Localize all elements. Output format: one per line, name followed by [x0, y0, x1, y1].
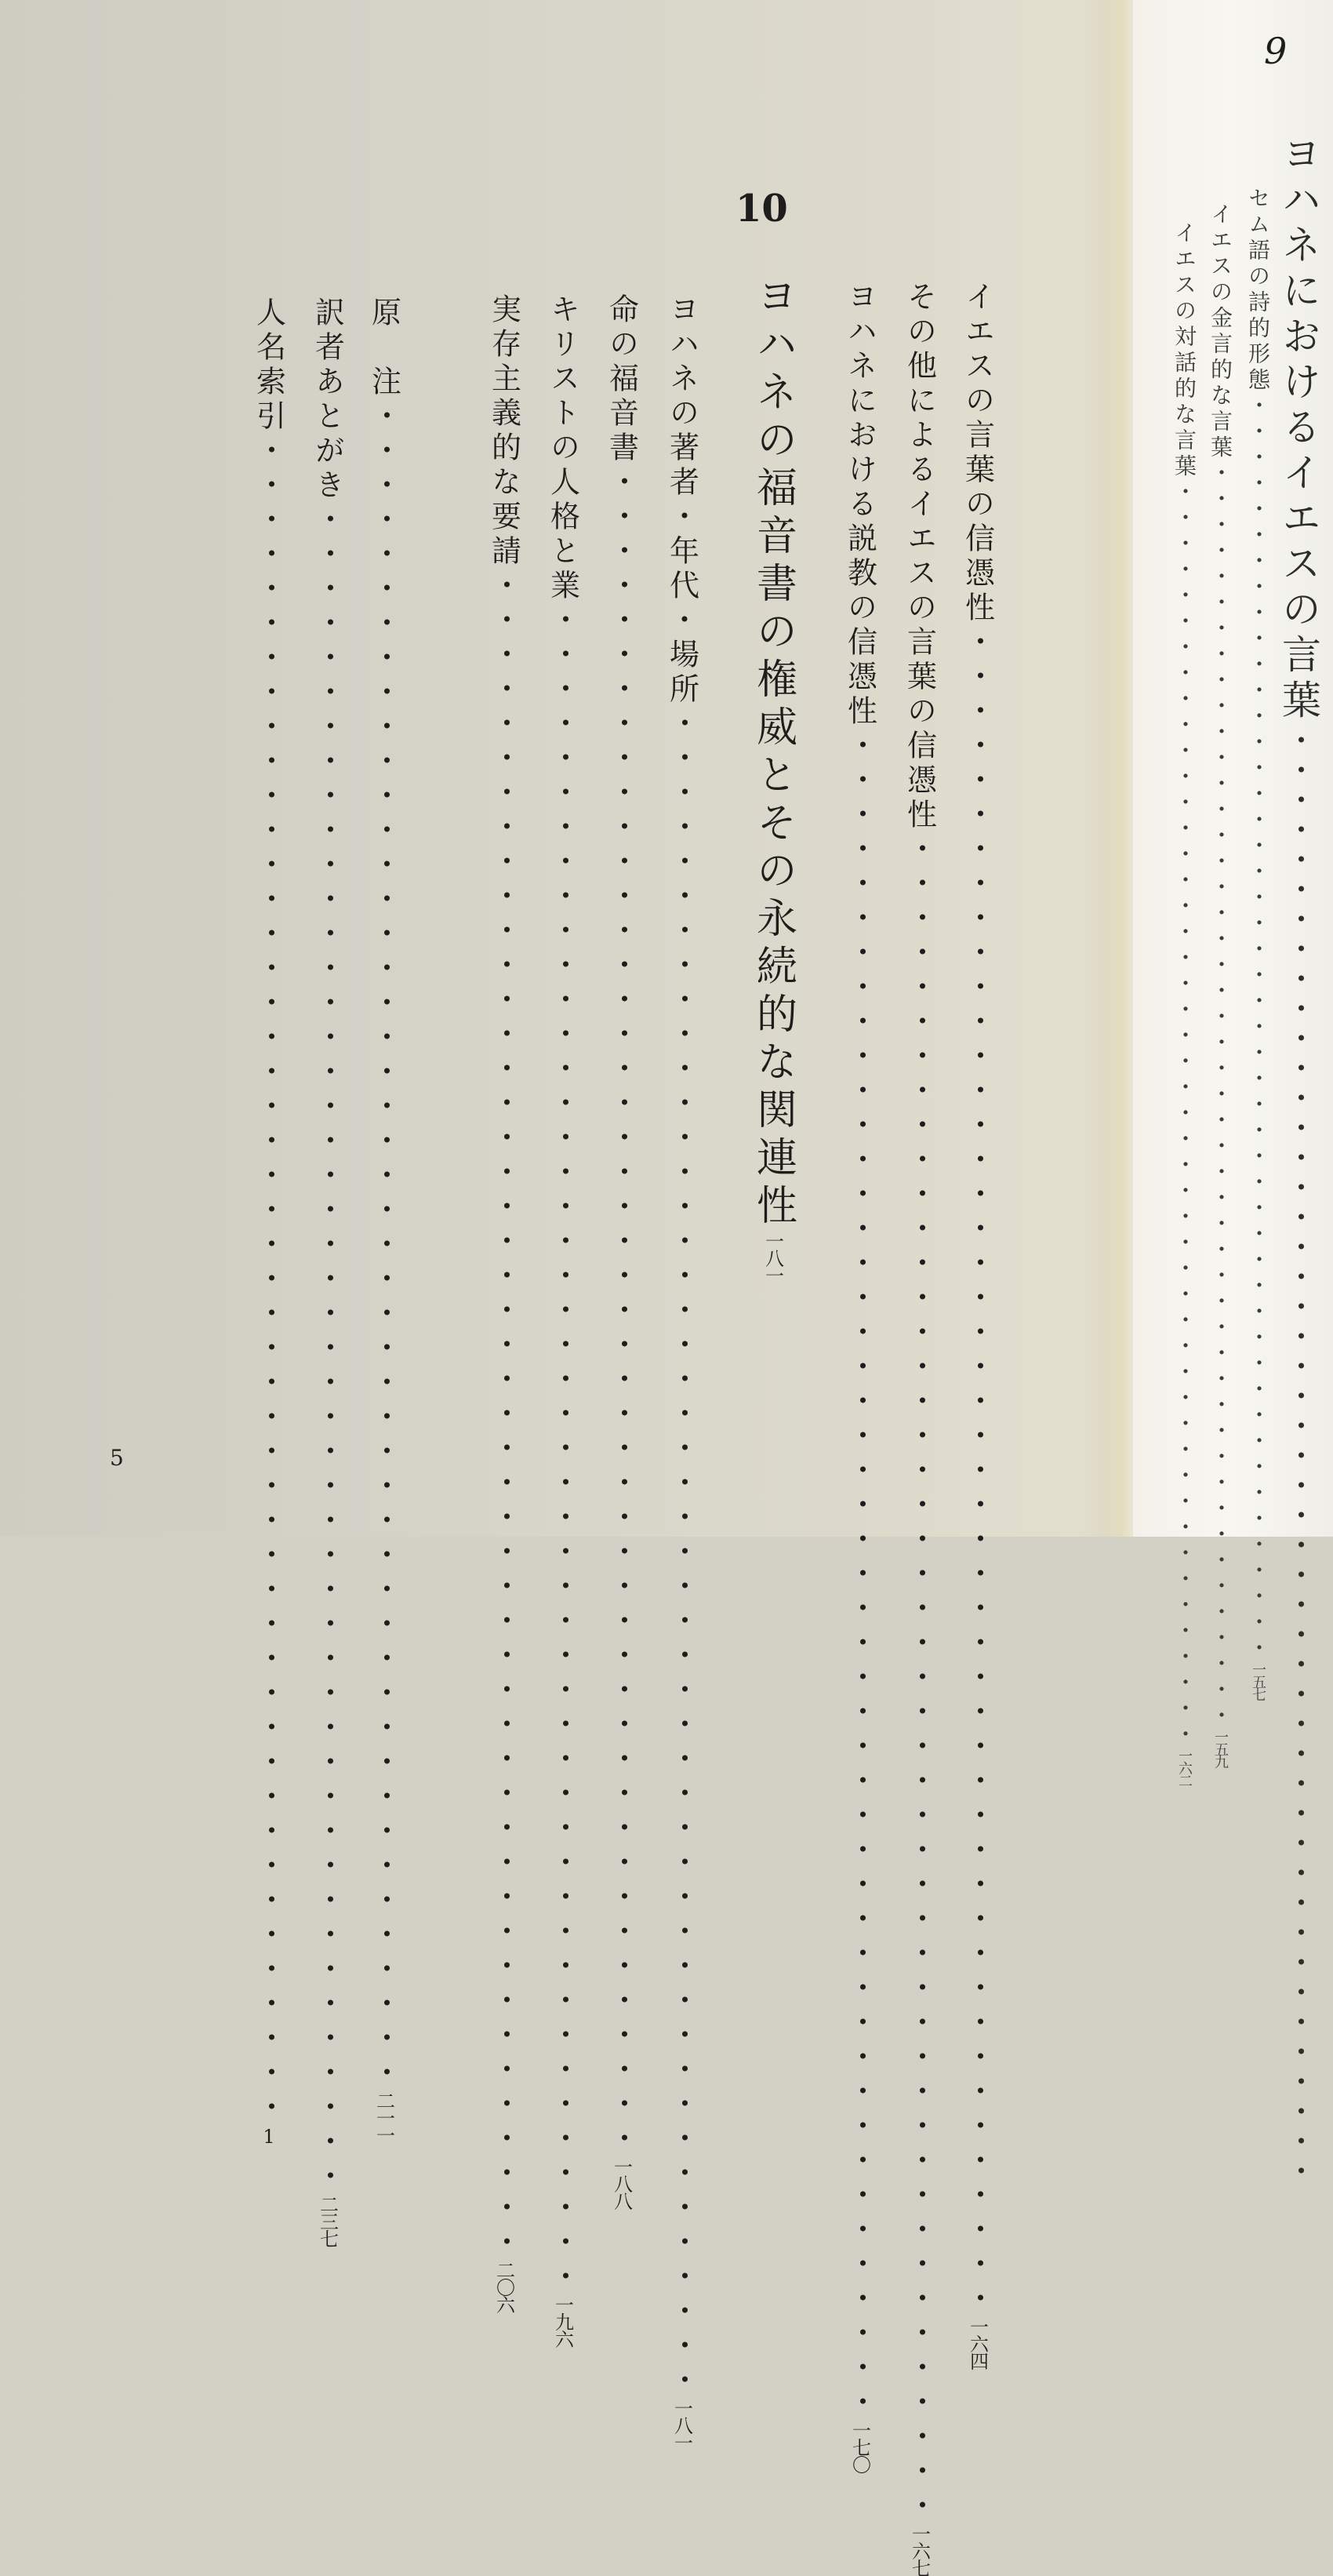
- toc-entry[interactable]: [900, 281, 939, 2576]
- toc-entry[interactable]: [1204, 202, 1236, 1767]
- dot-leader: ・・・・・・・・・・・・・・・・・・・・・・・・・・・・・・・・・・・・・・・・・・・・・・・・・: [252, 435, 286, 2126]
- dot-leader: ・・・・・・・・・・・・・・・・・・・・・・・・・・・・・・・・・・・・・・・・・・・・・・・・・: [843, 730, 877, 2421]
- chapter-number-10: 10: [736, 187, 788, 231]
- dot-leader: ・・・・・・・・・・・・・・・・・・・・・・・・・・・・・・・・・・・・・・・・・・・・・・・・・: [665, 708, 699, 2399]
- toc-entry-title: ヨハネにおける説教の信憑性: [842, 281, 877, 730]
- toc-chapter-entry[interactable]: [1273, 133, 1324, 2185]
- dot-leader: ・・・・・・・・・・・・・・・・・・・・・・・・・・・・・・・・・・・・・・・・・・・・・・・・・: [1208, 461, 1233, 1730]
- toc-chapter-entry[interactable]: [747, 275, 799, 1283]
- dot-leader: ・・・・・・・・・・・・・・・・・・・・・・・・・・・・・・・・・・・・・・・・・・・・・・・・・: [1245, 394, 1271, 1662]
- toc-entry-page: 一七〇: [848, 2421, 871, 2472]
- toc-entry-title: その他によるイエスの言葉の信憑性: [902, 281, 937, 833]
- toc-entry[interactable]: [365, 297, 404, 2143]
- dot-leader: ・・・・・・・・・・・・・・・・・・・・・・・・・・・・・・・・・・・・・・・・・・・・・・・・・: [903, 833, 937, 2524]
- toc-entry[interactable]: [308, 297, 347, 2247]
- toc-entry-title: 人名索引: [251, 297, 286, 435]
- toc-entry-page: 1: [258, 2126, 280, 2146]
- toc-entry-title: 訳者あとがき: [310, 297, 345, 504]
- dot-leader: ・・・・・・・・・・・・・・・・・・・・・・・・・・・・・・・・・・・・・・・・・・・・・・・・・: [961, 626, 995, 2317]
- toc-chapter-title: ヨハネの福音書の権威とその永続的な関連性: [749, 275, 797, 1232]
- toc-entry[interactable]: [602, 293, 641, 2209]
- toc-entry-title: セム語の詩的形態: [1245, 187, 1271, 394]
- dot-leader: ・・・・・・・・・・・・・・・・・・・・・・・・・・・・・・・・・・・・・・・・・・・・・・・・・: [311, 504, 345, 2195]
- toc-entry[interactable]: [249, 297, 289, 2146]
- toc-entry-title: イエスの対話的な言葉: [1171, 221, 1197, 480]
- toc-entry-page: 一五七: [1250, 1662, 1266, 1700]
- toc-entry-page: 一六七: [908, 2524, 931, 2576]
- toc-entry[interactable]: [543, 293, 583, 2347]
- toc-entry[interactable]: [663, 293, 702, 2450]
- toc-entry-title: ヨハネの著者・年代・場所: [664, 293, 699, 708]
- toc-entry-title: イエスの金言的な言葉: [1208, 202, 1233, 461]
- toc-entry[interactable]: [1168, 221, 1200, 1786]
- dot-leader: ・・・・・・・・・・・・・・・・・・・・・・・・・・・・・・・・・・・・・・・・・・・・・・・・・: [1281, 725, 1316, 2185]
- toc-entry[interactable]: [958, 281, 997, 2369]
- toc-entry-page: 二〇六: [492, 2261, 515, 2312]
- dot-leader: ・・・・・・・・・・・・・・・・・・・・・・・・・・・・・・・・・・・・・・・・・・・・・・・・・: [605, 466, 639, 2157]
- toc-entry-title: 原 注: [366, 297, 401, 400]
- toc-entry-page: 二一一: [372, 2091, 395, 2143]
- toc-entry-title: 命の福音書: [604, 293, 639, 466]
- dot-leader: ・・・・・・・・・・・・・・・・・・・・・・・・・・・・・・・・・・・・・・・・・・・・・・・・・: [367, 400, 401, 2091]
- toc-entry-page: 一五九: [1212, 1730, 1229, 1767]
- toc-entry-title: イエスの言葉の信憑性: [960, 281, 995, 626]
- toc-chapter-title: ヨハネにおけるイエスの言葉: [1276, 133, 1321, 725]
- toc-entry-page: 一六二: [1176, 1748, 1193, 1786]
- toc-entry-page: 二三七: [316, 2195, 339, 2247]
- toc-entry-page: 一九六: [551, 2295, 574, 2347]
- toc-entry[interactable]: [1242, 187, 1273, 1700]
- toc-entry-title: 実存主義的な要請: [486, 293, 521, 569]
- dot-leader: ・・・・・・・・・・・・・・・・・・・・・・・・・・・・・・・・・・・・・・・・・・・・・・・・・: [487, 569, 521, 2261]
- toc-entry-page: 一八一: [670, 2399, 693, 2450]
- toc-entry[interactable]: [841, 281, 880, 2472]
- toc-entry-page: 一八一: [761, 1232, 784, 1283]
- dot-leader: ・・・・・・・・・・・・・・・・・・・・・・・・・・・・・・・・・・・・・・・・・・・・・・・・・: [546, 604, 580, 2295]
- toc-entry-page: 一六四: [966, 2317, 989, 2369]
- chapter-number-9: 9: [1264, 30, 1288, 72]
- page-folio: 5: [110, 1445, 124, 1471]
- toc-entry-page: 一八八: [610, 2157, 633, 2209]
- toc-entry[interactable]: [485, 293, 524, 2312]
- dot-leader: ・・・・・・・・・・・・・・・・・・・・・・・・・・・・・・・・・・・・・・・・・・・・・・・・・: [1171, 480, 1197, 1748]
- toc-entry-title: キリストの人格と業: [545, 293, 580, 604]
